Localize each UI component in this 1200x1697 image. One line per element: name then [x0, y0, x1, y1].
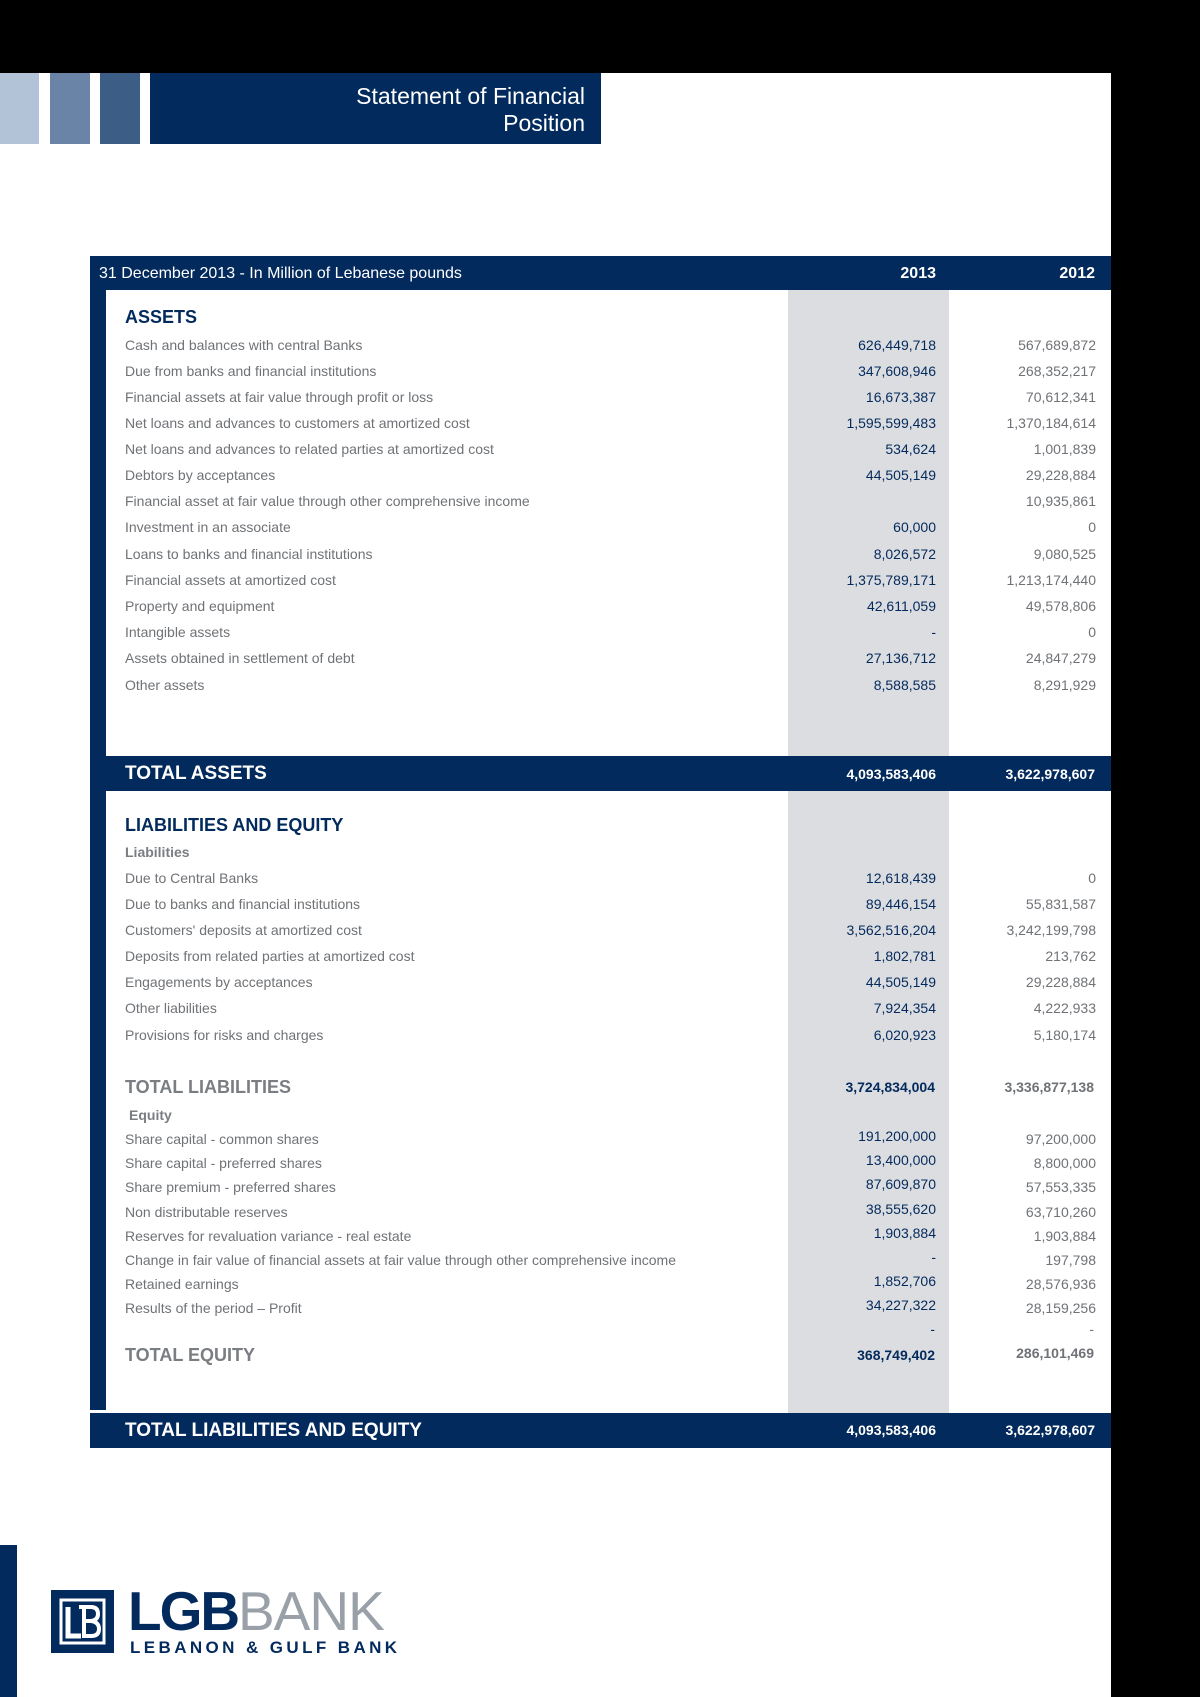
asset-row-label: Financial assets at fair value through profit or loss: [125, 389, 434, 405]
liability-row: [125, 1027, 1096, 1049]
equity-row: [125, 1128, 1096, 1153]
liability-row-value-2013: 3,562,516,204: [846, 922, 936, 938]
liability-row-label: Customers' deposits at amortized cost: [125, 922, 362, 938]
liabilities-side-bar: [90, 791, 106, 1410]
asset-row-value-2013: 27,136,712: [865, 650, 936, 666]
header-block-light: [0, 73, 39, 144]
page-title: Statement of Financial Position: [356, 83, 585, 136]
asset-row-label: Financial asset at fair value through other comprehensive income: [125, 493, 530, 509]
equity-row: [125, 1201, 1096, 1226]
liability-row: [125, 870, 1096, 892]
asset-row: [125, 363, 1096, 385]
asset-row-label: Other assets: [125, 677, 205, 693]
asset-row-value-2012: 10,935,861: [1025, 493, 1096, 509]
asset-row-value-2012: 1,001,839: [1033, 441, 1096, 457]
assets-side-bar: [90, 290, 106, 756]
liability-row-label: Deposits from related parties at amortized cost: [125, 948, 415, 964]
logo-wordmark-lgb: LGB: [128, 1580, 239, 1642]
equity-row: [125, 1297, 1096, 1322]
asset-row-label: Assets obtained in settlement of debt: [125, 650, 355, 666]
asset-row-value-2013: -: [931, 624, 936, 640]
liability-row: [125, 948, 1096, 970]
liability-row-label: Engagements by acceptances: [125, 974, 313, 990]
column-header-2013: 2013: [900, 265, 936, 282]
asset-row: [125, 519, 1096, 541]
liability-row-label: Other liabilities: [125, 1000, 217, 1016]
asset-row-value-2012: 70,612,341: [1025, 389, 1096, 405]
equity-row-label: Reserves for revaluation variance - real estate: [125, 1228, 412, 1244]
assets-section-title: ASSETS: [125, 307, 198, 327]
asset-row-value-2013: 1,375,789,171: [846, 572, 936, 588]
equity-row: [125, 1152, 1096, 1177]
liability-row-value-2013: 89,446,154: [865, 896, 936, 912]
liabilities-equity-section-title: LIABILITIES AND EQUITY: [125, 815, 344, 835]
asset-row-value-2013: 8,026,572: [873, 546, 936, 562]
asset-row: [125, 337, 1096, 359]
grand-total-2013: 4,093,583,406: [846, 1422, 936, 1438]
lgb-logo-icon: [51, 1590, 114, 1653]
equity-row-label: Change in fair value of financial assets at fair value through other comprehensive income: [125, 1252, 676, 1268]
asset-row: [125, 467, 1096, 489]
equity-row-value-2012: 97,200,000: [1025, 1131, 1096, 1147]
asset-row: [125, 677, 1096, 699]
total-assets-band: [90, 756, 1111, 791]
liability-row-value-2012: 0: [1088, 870, 1096, 886]
grand-total-label: TOTAL LIABILITIES AND EQUITY: [125, 1420, 422, 1441]
liability-row-value-2012: 3,242,199,798: [1006, 922, 1096, 938]
asset-row-label: Net loans and advances to customers at amortized cost: [125, 415, 470, 431]
asset-row: [125, 546, 1096, 568]
asset-row-value-2012: 1,370,184,614: [1006, 415, 1096, 431]
asset-row-value-2013: 42,611,059: [866, 598, 936, 614]
liability-row: [125, 974, 1096, 996]
equity-row-value-2012: 197,798: [1045, 1252, 1096, 1268]
equity-row: [125, 1176, 1096, 1201]
asset-row-value-2012: 8,291,929: [1033, 677, 1096, 693]
asset-row-value-2012: 0: [1088, 624, 1096, 640]
asset-row: [125, 389, 1096, 411]
total-equity-2013: 368,749,402: [857, 1347, 935, 1363]
liability-row-value-2013: 1,802,781: [873, 948, 936, 964]
equity-row-value-2012: 57,553,335: [1025, 1179, 1096, 1195]
total-assets-2012: 3,622,978,607: [1005, 766, 1095, 782]
asset-row: [125, 415, 1096, 437]
header-block-mid: [50, 73, 90, 144]
asset-row-value-2013: 347,608,946: [858, 363, 936, 379]
asset-row-label: Investment in an associate: [125, 519, 291, 535]
equity-subtitle: Equity: [129, 1107, 172, 1123]
equity-row: [125, 1249, 1096, 1274]
asset-row: [125, 598, 1096, 620]
header-band: [150, 73, 601, 144]
equity-spacer-dash-2013: -: [930, 1321, 935, 1337]
asset-row-value-2012: 24,847,279: [1025, 650, 1096, 666]
total-liabilities-equity-band: [90, 1413, 1111, 1448]
equity-row-value-2013: 1,852,706: [873, 1273, 936, 1289]
equity-row-value-2013: 1,903,884: [873, 1225, 936, 1241]
asset-row-value-2012: 0: [1088, 519, 1096, 535]
equity-row-value-2013: 87,609,870: [865, 1176, 936, 1192]
asset-row-value-2012: 567,689,872: [1018, 337, 1096, 353]
liability-row-label: Due to Central Banks: [125, 870, 259, 886]
footer-left-accent: [0, 1545, 17, 1697]
equity-row-value-2012: 28,159,256: [1025, 1300, 1096, 1316]
asset-row-label: Intangible assets: [125, 624, 231, 640]
asset-row-value-2012: 29,228,884: [1025, 467, 1096, 483]
asset-row: [125, 493, 1096, 515]
asset-row-label: Loans to banks and financial institutions: [125, 546, 373, 562]
total-equity-2012: 286,101,469: [1016, 1345, 1094, 1361]
total-liabilities-label: TOTAL LIABILITIES: [125, 1077, 291, 1097]
equity-row-value-2012: 8,800,000: [1033, 1155, 1096, 1171]
asset-row: [125, 624, 1096, 646]
liabilities-subtitle: Liabilities: [125, 844, 190, 860]
equity-spacer-dash-2012: -: [1089, 1321, 1094, 1337]
equity-row-value-2012: 63,710,260: [1025, 1204, 1096, 1220]
equity-row-value-2013: 13,400,000: [865, 1152, 936, 1168]
asset-row-label: Due from banks and financial institutions: [125, 363, 377, 379]
liability-row-value-2013: 44,505,149: [865, 974, 936, 990]
liability-row-label: Provisions for risks and charges: [125, 1027, 324, 1043]
equity-row: [125, 1225, 1096, 1250]
liability-row-value-2013: 6,020,923: [873, 1027, 936, 1043]
total-assets-label: TOTAL ASSETS: [125, 763, 267, 784]
grand-total-2012: 3,622,978,607: [1005, 1422, 1095, 1438]
asset-row-value-2012: 9,080,525: [1033, 546, 1096, 562]
liability-row-value-2013: 7,924,354: [873, 1000, 936, 1016]
equity-row-value-2013: 38,555,620: [865, 1201, 936, 1217]
asset-row-value-2013: 534,624: [885, 441, 936, 457]
equity-row-label: Retained earnings: [125, 1276, 239, 1292]
liability-row-value-2012: 213,762: [1045, 948, 1096, 964]
equity-row-label: Share premium - preferred shares: [125, 1179, 336, 1195]
logo-wordmark-bank: BANK: [238, 1580, 384, 1642]
logo-tagline: LEBANON & GULF BANK: [130, 1638, 401, 1657]
asset-row-label: Net loans and advances to related parties at amortized cost: [125, 441, 494, 457]
total-liabilities-2013: 3,724,834,004: [845, 1079, 935, 1095]
equity-row: [125, 1273, 1096, 1298]
equity-row-label: Share capital - common shares: [125, 1131, 319, 1147]
equity-row-label: Share capital - preferred shares: [125, 1155, 322, 1171]
liability-row-value-2012: 29,228,884: [1025, 974, 1096, 990]
liability-row-value-2013: 12,618,439: [865, 870, 936, 886]
equity-row-value-2013: -: [931, 1249, 936, 1265]
asset-row-label: Financial assets at amortized cost: [125, 572, 336, 588]
liability-row: [125, 896, 1096, 918]
asset-row: [125, 441, 1096, 463]
equity-row-value-2013: 191,200,000: [858, 1128, 936, 1144]
total-assets-2013: 4,093,583,406: [846, 766, 936, 782]
asset-row-label: Cash and balances with central Banks: [125, 337, 363, 353]
asset-row: [125, 572, 1096, 594]
asset-row-value-2013: 60,000: [893, 519, 936, 535]
table-header: [90, 256, 1111, 290]
header-block-dark: [100, 73, 140, 144]
liability-row-value-2012: 5,180,174: [1033, 1027, 1096, 1043]
equity-row-label: Results of the period – Profit: [125, 1300, 302, 1316]
liability-row: [125, 1000, 1096, 1022]
equity-row-value-2012: 1,903,884: [1033, 1228, 1096, 1244]
liability-row-value-2012: 55,831,587: [1025, 896, 1096, 912]
asset-row-value-2013: 44,505,149: [865, 467, 936, 483]
asset-row-label: Property and equipment: [125, 598, 275, 614]
asset-row-value-2012: 49,578,806: [1025, 598, 1096, 614]
asset-row-value-2013: 8,588,585: [873, 677, 936, 693]
asset-row: [125, 650, 1096, 672]
equity-row-value-2013: 34,227,322: [865, 1297, 936, 1313]
total-equity-label: TOTAL EQUITY: [125, 1345, 256, 1365]
equity-row-label: Non distributable reserves: [125, 1204, 288, 1220]
asset-row-value-2013: 626,449,718: [858, 337, 936, 353]
equity-row-value-2012: 28,576,936: [1025, 1276, 1096, 1292]
total-liabilities-2012: 3,336,877,138: [1004, 1079, 1094, 1095]
liability-row: [125, 922, 1096, 944]
asset-row-label: Debtors by acceptances: [125, 467, 276, 483]
asset-row-value-2013: 1,595,599,483: [846, 415, 936, 431]
asset-row-value-2012: 1,213,174,440: [1006, 572, 1096, 588]
liability-row-value-2012: 4,222,933: [1033, 1000, 1096, 1016]
asset-row-value-2013: 16,673,387: [865, 389, 936, 405]
table-caption: 31 December 2013 - In Million of Lebanese pounds: [99, 265, 462, 282]
liability-row-label: Due to banks and financial institutions: [125, 896, 361, 912]
column-header-2012: 2012: [1059, 265, 1095, 282]
asset-row-value-2012: 268,352,217: [1018, 363, 1096, 379]
